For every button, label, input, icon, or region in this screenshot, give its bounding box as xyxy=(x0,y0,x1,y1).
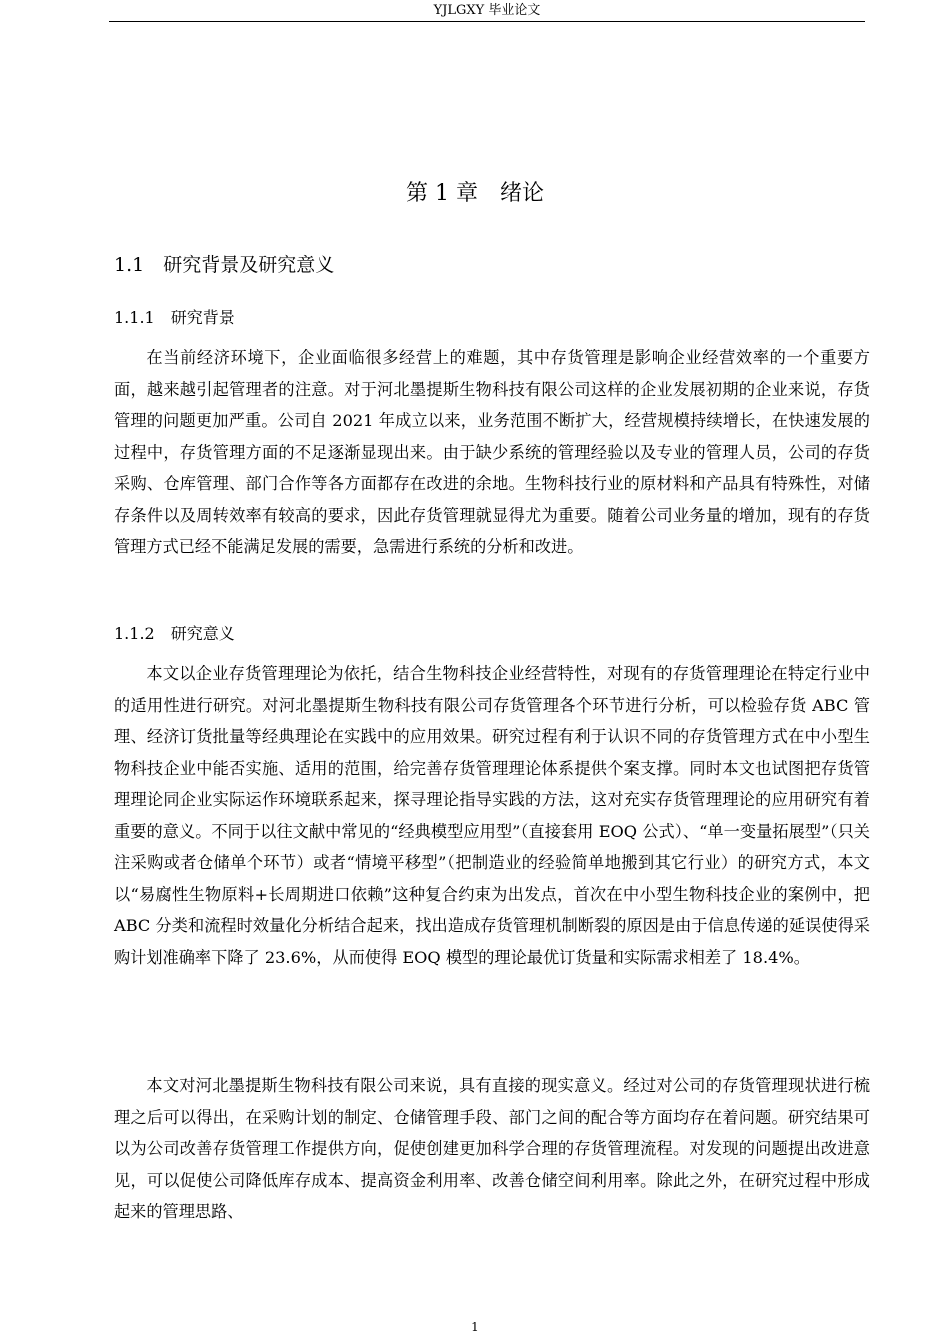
subsection-heading-background: 1.1.1 研究背景 xyxy=(114,308,235,327)
subsection-heading-significance: 1.1.2 研究意义 xyxy=(114,624,235,643)
section-heading: 1.1 研究背景及研究意义 xyxy=(114,254,335,276)
page-number: 1 xyxy=(471,1320,479,1334)
chapter-title: 第 1 章 绪论 xyxy=(406,181,544,206)
page-header: YJLGXY 毕业论文 xyxy=(109,0,865,22)
paragraph-background: 在当前经济环境下，企业面临很多经营上的难题，其中存货管理是影响企业经营效率的一个重要方面，越来越引起管理者的注意。对于河北墨提斯生物科技有限公司这样的企业发展初期的企业来说，存货管理的问题更加严重。公司自 2021 年成立以来，业务范围不断扩大，经营规模持续增长，在快速发展的过程中，存货管理方面的不足逐渐显现出来。由于缺少系统的管理经验以及专业的管理人员，公司的存货采购、仓库管理、部门合作等各方面都存在改进的余地。生物科技行业的原材料和产品具有特殊性，对储存条件以及周转效率有较高的要求，因此存货管理就显得尤为重要。随着公司业务量的增加，现有的存货管理方式已经不能满足发展的需要，急需进行系统的分析和改进。 xyxy=(114,348,870,556)
paragraph-significance-2: 本文对河北墨提斯生物科技有限公司来说，具有直接的现实意义。经过对公司的存货管理现状进行梳理之后可以得出，在采购计划的制定、仓储管理手段、部门之间的配合等方面均存在着问题。研究结果可以为公司改善存货管理工作提供方向，促使创建更加科学合理的存货管理流程。对发现的问题提出改进意见，可以促使公司降低库存成本、提高资金利用率、改善仓储空间利用率。除此之外，在研究过程中形成起来的管理思路、 xyxy=(114,1076,870,1221)
paragraph-significance-1: 本文以企业存货管理理论为依托，结合生物科技企业经营特性，对现有的存货管理理论在特定行业中的适用性进行研究。对河北墨提斯生物科技有限公司存货管理各个环节进行分析，可以检验存货 ABC 管理、经济订货批量等经典理论在实践中的应用效果。研究过程有利于认识不同的存货管理方式在中小型生物科技企业中能否实施、适用的范围，给完善存货管理理论体系提供个案支撑。同时本文也试图把存货管理理论同企业实际运作环境联系起来，探寻理论指导实践的方法，这对充实存货管理理论的应用研究有着重要的意义。不同于以往文献中常见的“经典模型应用型”（直接套用 EOQ 公式）、“单一变量拓展型”（只关注采购或者仓储单个环节）或者“情境平移型”（把制造业的经验简单地搬到其它行业）的研究方式，本文以“易腐性生物原料+长周期进口依赖”这种复合约束为出发点，首次在中小型生物科技企业的案例中，把 ABC 分类和流程时效量化分析结合起来，找出造成存货管理机制断裂的原因是由于信息传递的延误使得采购计划准确率下降了 23.6%，从而使得 EOQ 模型的理论最优订货量和实际需求相差了 18.4%。 xyxy=(114,664,870,967)
